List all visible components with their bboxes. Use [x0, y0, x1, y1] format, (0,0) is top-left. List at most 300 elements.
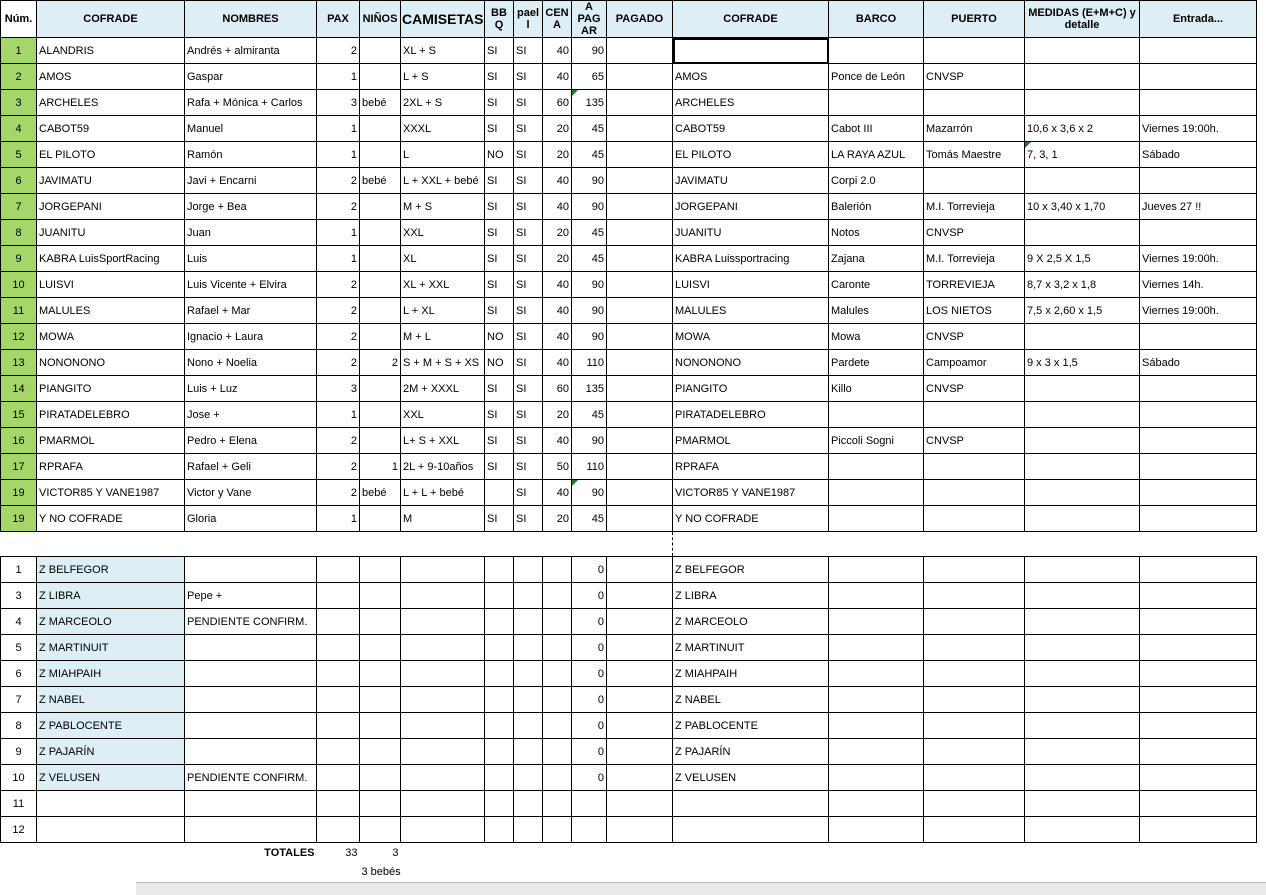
cell-entrada[interactable]: [1140, 609, 1257, 635]
cell-entrada[interactable]: [1140, 402, 1257, 428]
cell-cena[interactable]: 40: [543, 194, 572, 220]
cell-cofrade[interactable]: KABRA LuisSportRacing: [37, 246, 185, 272]
cell-barco[interactable]: [829, 817, 924, 843]
cell-barco[interactable]: Killo: [829, 376, 924, 402]
cell-pagado[interactable]: [607, 220, 673, 246]
cell-bbq[interactable]: SI: [485, 246, 514, 272]
cell-entrada[interactable]: [1140, 765, 1257, 791]
cell-barco[interactable]: [829, 713, 924, 739]
cell-ninos[interactable]: [360, 142, 401, 168]
cell-pax[interactable]: [317, 739, 360, 765]
cell-cena[interactable]: [543, 687, 572, 713]
cell-nombres[interactable]: Javi + Encarni: [185, 168, 317, 194]
cell-paella[interactable]: SI: [514, 168, 543, 194]
header-medidas[interactable]: MEDIDAS (E+M+C) y detalle: [1025, 1, 1140, 38]
cell-cofrade2[interactable]: RPRAFA: [673, 454, 829, 480]
cell-num[interactable]: 3: [1, 90, 37, 116]
cell-apagar[interactable]: 45: [572, 402, 607, 428]
cell-barco[interactable]: [829, 739, 924, 765]
cell-cena[interactable]: 60: [543, 376, 572, 402]
cell-nombres[interactable]: Nono + Noelia: [185, 350, 317, 376]
cell-cena[interactable]: [543, 817, 572, 843]
cell-cofrade2[interactable]: [673, 817, 829, 843]
cell-pagado[interactable]: [607, 64, 673, 90]
cell-cena[interactable]: 40: [543, 272, 572, 298]
cell-puerto[interactable]: M.I. Torrevieja: [924, 246, 1025, 272]
cell-apagar[interactable]: [572, 817, 607, 843]
cell-puerto[interactable]: M.I. Torrevieja: [924, 194, 1025, 220]
cell-cena[interactable]: [543, 557, 572, 583]
cell-cofrade2[interactable]: Z PABLOCENTE: [673, 713, 829, 739]
cell[interactable]: [924, 532, 1025, 557]
cell-cena[interactable]: [543, 739, 572, 765]
cell-nombres[interactable]: PENDIENTE CONFIRM.: [185, 609, 317, 635]
cell-pax[interactable]: [317, 583, 360, 609]
cell-pagado[interactable]: [607, 583, 673, 609]
header-num[interactable]: Núm.: [1, 1, 37, 38]
cell-apagar[interactable]: 45: [572, 116, 607, 142]
cell-paella[interactable]: [514, 635, 543, 661]
totals-pax[interactable]: 33: [345, 847, 358, 859]
cell-num[interactable]: 6: [1, 661, 37, 687]
cell-medidas[interactable]: [1025, 609, 1140, 635]
cell-camisetas[interactable]: XL + XXL: [401, 272, 485, 298]
cell-nombres[interactable]: [185, 687, 317, 713]
cell-cofrade[interactable]: MALULES: [37, 298, 185, 324]
cell-ninos[interactable]: [360, 765, 401, 791]
cell-cofrade[interactable]: Z PABLOCENTE: [37, 713, 185, 739]
cell-medidas[interactable]: [1025, 635, 1140, 661]
cell-pagado[interactable]: [607, 557, 673, 583]
cell-puerto[interactable]: CNVSP: [924, 428, 1025, 454]
cell[interactable]: [543, 532, 572, 557]
cell-pagado[interactable]: [607, 609, 673, 635]
cell-nombres[interactable]: Luis + Luz: [185, 376, 317, 402]
cell-bbq[interactable]: [485, 765, 514, 791]
cell-barco[interactable]: Balerión: [829, 194, 924, 220]
cell-apagar[interactable]: 45: [572, 506, 607, 532]
cell-barco[interactable]: Zajana: [829, 246, 924, 272]
cell-nombres[interactable]: Ignacio + Laura: [185, 324, 317, 350]
cell-pagado[interactable]: [607, 661, 673, 687]
cell-num[interactable]: 13: [1, 350, 37, 376]
cell-paella[interactable]: [514, 583, 543, 609]
cell[interactable]: [401, 532, 485, 557]
cell-barco[interactable]: Ponce de León: [829, 64, 924, 90]
cell-cofrade[interactable]: [37, 817, 185, 843]
cell-cofrade[interactable]: NONONONO: [37, 350, 185, 376]
cell-pax[interactable]: 2: [317, 428, 360, 454]
cell-camisetas[interactable]: [401, 635, 485, 661]
cell-puerto[interactable]: LOS NIETOS: [924, 298, 1025, 324]
header-ninos[interactable]: NIÑOS: [360, 1, 401, 38]
cell-medidas[interactable]: [1025, 220, 1140, 246]
totals-label[interactable]: TOTALES: [264, 847, 315, 859]
cell-cena[interactable]: [543, 661, 572, 687]
cell-entrada[interactable]: [1140, 454, 1257, 480]
cell-cofrade[interactable]: Z PAJARÍN: [37, 739, 185, 765]
cell-paella[interactable]: [514, 817, 543, 843]
cell-barco[interactable]: Cabot III: [829, 116, 924, 142]
cell-puerto[interactable]: CNVSP: [924, 324, 1025, 350]
cell-cofrade2[interactable]: VICTOR85 Y VANE1987: [673, 480, 829, 506]
cell-ninos[interactable]: [360, 64, 401, 90]
cell-cofrade[interactable]: EL PILOTO: [37, 142, 185, 168]
cell-pagado[interactable]: [607, 635, 673, 661]
cell-camisetas[interactable]: [401, 583, 485, 609]
cell-camisetas[interactable]: XXL: [401, 220, 485, 246]
cell-num[interactable]: 7: [1, 687, 37, 713]
cell-camisetas[interactable]: [401, 687, 485, 713]
cell-cofrade[interactable]: PIANGITO: [37, 376, 185, 402]
cell-cena[interactable]: 40: [543, 64, 572, 90]
cell-medidas[interactable]: [1025, 324, 1140, 350]
cell-nombres[interactable]: [185, 739, 317, 765]
cell-pagado[interactable]: [607, 324, 673, 350]
cell-medidas[interactable]: 7,5 x 2,60 x 1,5: [1025, 298, 1140, 324]
cell-pagado[interactable]: [607, 687, 673, 713]
cell-pagado[interactable]: [607, 428, 673, 454]
cell-puerto[interactable]: Campoamor: [924, 350, 1025, 376]
cell-bbq[interactable]: SI: [485, 64, 514, 90]
cell-pax[interactable]: [317, 635, 360, 661]
cell-cofrade2[interactable]: PIANGITO: [673, 376, 829, 402]
cell-cofrade2[interactable]: JORGEPANI: [673, 194, 829, 220]
cell-cofrade2[interactable]: Y NO COFRADE: [673, 506, 829, 532]
cell-bbq[interactable]: SI: [485, 38, 514, 64]
cell-cofrade[interactable]: Z MARTINUIT: [37, 635, 185, 661]
cell[interactable]: [1025, 532, 1140, 557]
cell-camisetas[interactable]: [401, 817, 485, 843]
cell-bbq[interactable]: SI: [485, 90, 514, 116]
cell-cofrade[interactable]: Y NO COFRADE: [37, 506, 185, 532]
cell-puerto[interactable]: Tomás Maestre: [924, 142, 1025, 168]
cell-num[interactable]: 11: [1, 298, 37, 324]
cell-bbq[interactable]: SI: [485, 428, 514, 454]
cell-medidas[interactable]: [1025, 687, 1140, 713]
cell-puerto[interactable]: CNVSP: [924, 220, 1025, 246]
cell-pax[interactable]: 2: [317, 168, 360, 194]
cell-entrada[interactable]: [1140, 506, 1257, 532]
cell-barco[interactable]: [829, 661, 924, 687]
header-puerto[interactable]: PUERTO: [924, 1, 1025, 38]
cell-cofrade[interactable]: Z LIBRA: [37, 583, 185, 609]
cell-bbq[interactable]: SI: [485, 220, 514, 246]
cell-pagado[interactable]: [607, 168, 673, 194]
cell-ninos[interactable]: [360, 791, 401, 817]
header-pagado[interactable]: PAGADO: [607, 1, 673, 38]
cell-apagar[interactable]: 0: [572, 557, 607, 583]
cell-barco[interactable]: [829, 635, 924, 661]
cell-barco[interactable]: [829, 402, 924, 428]
cell-ninos[interactable]: [360, 428, 401, 454]
cell-entrada[interactable]: Viernes 19:00h.: [1140, 116, 1257, 142]
cell-ninos[interactable]: bebé: [360, 168, 401, 194]
cell-barco[interactable]: [829, 454, 924, 480]
cell-cena[interactable]: 20: [543, 220, 572, 246]
cell-cofrade2[interactable]: Z VELUSEN: [673, 765, 829, 791]
cell-cena[interactable]: 50: [543, 454, 572, 480]
cell-entrada[interactable]: [1140, 713, 1257, 739]
cell-paella[interactable]: SI: [514, 376, 543, 402]
cell-barco[interactable]: [829, 557, 924, 583]
cell-num[interactable]: 12: [1, 817, 37, 843]
cell-entrada[interactable]: Viernes 19:00h.: [1140, 246, 1257, 272]
cell-bbq[interactable]: SI: [485, 298, 514, 324]
cell-puerto[interactable]: [924, 38, 1025, 64]
cell-medidas[interactable]: [1025, 38, 1140, 64]
cell-pax[interactable]: 2: [317, 298, 360, 324]
cell-cofrade2[interactable]: MALULES: [673, 298, 829, 324]
cell-cena[interactable]: [543, 765, 572, 791]
cell-puerto[interactable]: [924, 454, 1025, 480]
cell-puerto[interactable]: TORREVIEJA: [924, 272, 1025, 298]
cell-ninos[interactable]: [360, 687, 401, 713]
cell-num[interactable]: 9: [1, 246, 37, 272]
cell-ninos[interactable]: bebé: [360, 480, 401, 506]
cell-barco[interactable]: Mowa: [829, 324, 924, 350]
cell-entrada[interactable]: [1140, 739, 1257, 765]
cell-ninos[interactable]: [360, 661, 401, 687]
cell-medidas[interactable]: 10 x 3,40 x 1,70: [1025, 194, 1140, 220]
cell-medidas[interactable]: 9 X 2,5 X 1,5: [1025, 246, 1140, 272]
cell-barco[interactable]: Piccoli Sogni: [829, 428, 924, 454]
cell-barco[interactable]: [829, 583, 924, 609]
cell-cofrade[interactable]: ARCHELES: [37, 90, 185, 116]
cell-puerto[interactable]: [924, 506, 1025, 532]
cell[interactable]: [317, 863, 360, 881]
cell-pax[interactable]: 2: [317, 454, 360, 480]
cell-medidas[interactable]: [1025, 64, 1140, 90]
cell-cofrade2[interactable]: CABOT59: [673, 116, 829, 142]
cell-puerto[interactable]: [924, 480, 1025, 506]
header-nombres[interactable]: NOMBRES: [185, 1, 317, 38]
cell-bbq[interactable]: [485, 557, 514, 583]
cell-medidas[interactable]: [1025, 402, 1140, 428]
cell-medidas[interactable]: 8,7 x 3,2 x 1,8: [1025, 272, 1140, 298]
cell-puerto[interactable]: [924, 739, 1025, 765]
cell-cofrade[interactable]: RPRAFA: [37, 454, 185, 480]
cell-medidas[interactable]: 9 x 3 x 1,5: [1025, 350, 1140, 376]
cell-entrada[interactable]: [1140, 38, 1257, 64]
cell-pagado[interactable]: [607, 350, 673, 376]
cell-nombres[interactable]: Gloria: [185, 506, 317, 532]
cell-cofrade2[interactable]: ARCHELES: [673, 90, 829, 116]
cell-cofrade[interactable]: JUANITU: [37, 220, 185, 246]
cell-nombres[interactable]: Rafael + Mar: [185, 298, 317, 324]
cell-pax[interactable]: 3: [317, 90, 360, 116]
cell-num[interactable]: 1: [1, 557, 37, 583]
cell-apagar[interactable]: 90: [572, 194, 607, 220]
cell-barco[interactable]: [829, 791, 924, 817]
cell-ninos[interactable]: [360, 557, 401, 583]
cell-puerto[interactable]: [924, 635, 1025, 661]
cell-cofrade2[interactable]: Z MARTINUIT: [673, 635, 829, 661]
cell-barco[interactable]: Notos: [829, 220, 924, 246]
cell-apagar[interactable]: 90: [572, 272, 607, 298]
cell-paella[interactable]: SI: [514, 220, 543, 246]
cell-camisetas[interactable]: L + S: [401, 64, 485, 90]
cell[interactable]: [185, 863, 317, 881]
cell-pagado[interactable]: [607, 506, 673, 532]
cell-puerto[interactable]: [924, 168, 1025, 194]
cell-barco[interactable]: [829, 506, 924, 532]
cell-camisetas[interactable]: 2M + XXXL: [401, 376, 485, 402]
cell-cofrade2[interactable]: [673, 38, 829, 64]
cell-nombres[interactable]: PENDIENTE CONFIRM.: [185, 765, 317, 791]
cell-paella[interactable]: [514, 765, 543, 791]
cell[interactable]: [37, 843, 185, 864]
cell-entrada[interactable]: [1140, 661, 1257, 687]
cell[interactable]: [360, 532, 401, 557]
cell-cena[interactable]: 40: [543, 350, 572, 376]
cell-num[interactable]: 7: [1, 194, 37, 220]
cell-pax[interactable]: [317, 557, 360, 583]
cell-nombres[interactable]: Rafa + Mónica + Carlos: [185, 90, 317, 116]
cell-camisetas[interactable]: L + XL: [401, 298, 485, 324]
cell-paella[interactable]: [514, 791, 543, 817]
cell-nombres[interactable]: Andrés + almiranta: [185, 38, 317, 64]
cell-ninos[interactable]: [360, 817, 401, 843]
cell-pagado[interactable]: [607, 765, 673, 791]
cell-pax[interactable]: [317, 687, 360, 713]
cell-pax[interactable]: 1: [317, 220, 360, 246]
cell-paella[interactable]: SI: [514, 194, 543, 220]
cell-ninos[interactable]: [360, 402, 401, 428]
cell-pax[interactable]: 2: [317, 194, 360, 220]
cell-pagado[interactable]: [607, 298, 673, 324]
cell-puerto[interactable]: [924, 713, 1025, 739]
cell[interactable]: [185, 532, 317, 557]
cell-paella[interactable]: SI: [514, 428, 543, 454]
cell-pax[interactable]: 1: [317, 116, 360, 142]
cell-entrada[interactable]: Sábado: [1140, 350, 1257, 376]
cell-apagar[interactable]: 0: [572, 609, 607, 635]
cell-medidas[interactable]: [1025, 817, 1140, 843]
cell-puerto[interactable]: CNVSP: [924, 64, 1025, 90]
cell-medidas[interactable]: [1025, 713, 1140, 739]
cell-num[interactable]: 15: [1, 402, 37, 428]
cell-pagado[interactable]: [607, 246, 673, 272]
cell-pagado[interactable]: [607, 90, 673, 116]
cell-camisetas[interactable]: L: [401, 142, 485, 168]
cell-bbq[interactable]: [485, 739, 514, 765]
cell-pagado[interactable]: [607, 142, 673, 168]
cell-medidas[interactable]: 7, 3, 1: [1025, 142, 1140, 168]
cell-cofrade2[interactable]: [673, 791, 829, 817]
cell-cena[interactable]: [543, 583, 572, 609]
cell-medidas[interactable]: [1025, 506, 1140, 532]
cell-apagar[interactable]: 0: [572, 739, 607, 765]
header-cofrade-2[interactable]: COFRADE: [673, 1, 829, 38]
cell-nombres[interactable]: [185, 557, 317, 583]
cell-cofrade[interactable]: ALANDRIS: [37, 38, 185, 64]
cell-cofrade2[interactable]: AMOS: [673, 64, 829, 90]
cell-cofrade[interactable]: CABOT59: [37, 116, 185, 142]
cell-entrada[interactable]: [1140, 687, 1257, 713]
cell-entrada[interactable]: [1140, 90, 1257, 116]
cell-pax[interactable]: 1: [317, 246, 360, 272]
cell-puerto[interactable]: [924, 791, 1025, 817]
cell-medidas[interactable]: [1025, 428, 1140, 454]
cell-apagar[interactable]: 0: [572, 583, 607, 609]
cell[interactable]: [829, 532, 924, 557]
cell-cena[interactable]: 40: [543, 428, 572, 454]
cell-apagar[interactable]: 0: [572, 713, 607, 739]
cell[interactable]: [317, 532, 360, 557]
cell-ninos[interactable]: [360, 246, 401, 272]
cell-camisetas[interactable]: [401, 557, 485, 583]
cell-apagar[interactable]: 135: [572, 376, 607, 402]
cell-barco[interactable]: [829, 687, 924, 713]
cell-cofrade2[interactable]: Z BELFEGOR: [673, 557, 829, 583]
cell-nombres[interactable]: Manuel: [185, 116, 317, 142]
cell-paella[interactable]: [514, 687, 543, 713]
cell-pax[interactable]: [317, 765, 360, 791]
cell-entrada[interactable]: [1140, 791, 1257, 817]
cell-puerto[interactable]: Mazarrón: [924, 116, 1025, 142]
cell-camisetas[interactable]: XL + S: [401, 38, 485, 64]
header-bbq[interactable]: BB Q: [485, 1, 514, 38]
cell-puerto[interactable]: [924, 687, 1025, 713]
cell-num[interactable]: 16: [1, 428, 37, 454]
cell-bbq[interactable]: NO: [485, 142, 514, 168]
cell-apagar[interactable]: 90: [572, 480, 607, 506]
cell-medidas[interactable]: [1025, 661, 1140, 687]
cell-paella[interactable]: SI: [514, 298, 543, 324]
cell-nombres[interactable]: [185, 791, 317, 817]
cell[interactable]: [1140, 532, 1257, 557]
cell-bbq[interactable]: [485, 480, 514, 506]
cell-barco[interactable]: Pardete: [829, 350, 924, 376]
cell-medidas[interactable]: [1025, 583, 1140, 609]
cell-num[interactable]: 4: [1, 609, 37, 635]
cell-pagado[interactable]: [607, 272, 673, 298]
cell-camisetas[interactable]: XXXL: [401, 116, 485, 142]
cell-pax[interactable]: 1: [317, 506, 360, 532]
cell-num[interactable]: 17: [1, 454, 37, 480]
cell-entrada[interactable]: [1140, 480, 1257, 506]
cell-barco[interactable]: Caronte: [829, 272, 924, 298]
cell-num[interactable]: 19: [1, 506, 37, 532]
cell-cofrade2[interactable]: Z LIBRA: [673, 583, 829, 609]
cell-cena[interactable]: 20: [543, 142, 572, 168]
cell-bbq[interactable]: [485, 713, 514, 739]
cell-pax[interactable]: [317, 791, 360, 817]
cell-camisetas[interactable]: [401, 765, 485, 791]
cell-cena[interactable]: 40: [543, 324, 572, 350]
cell-paella[interactable]: SI: [514, 480, 543, 506]
cell-pax[interactable]: [317, 661, 360, 687]
cell-puerto[interactable]: [924, 402, 1025, 428]
cell-pax[interactable]: [317, 713, 360, 739]
cell-entrada[interactable]: [1140, 376, 1257, 402]
cell-bbq[interactable]: SI: [485, 454, 514, 480]
cell-medidas[interactable]: [1025, 376, 1140, 402]
cell-cena[interactable]: 20: [543, 246, 572, 272]
cell-entrada[interactable]: [1140, 557, 1257, 583]
cell-pagado[interactable]: [607, 116, 673, 142]
cell-medidas[interactable]: [1025, 454, 1140, 480]
cell-puerto[interactable]: [924, 609, 1025, 635]
cell-nombres[interactable]: [185, 661, 317, 687]
cell-medidas[interactable]: [1025, 791, 1140, 817]
cell-camisetas[interactable]: 2L + 9-10años: [401, 454, 485, 480]
cell-nombres[interactable]: Ramón: [185, 142, 317, 168]
cell-cofrade2[interactable]: Z MIAHPAIH: [673, 661, 829, 687]
cell-cofrade2[interactable]: Z NABEL: [673, 687, 829, 713]
cell-pagado[interactable]: [607, 480, 673, 506]
